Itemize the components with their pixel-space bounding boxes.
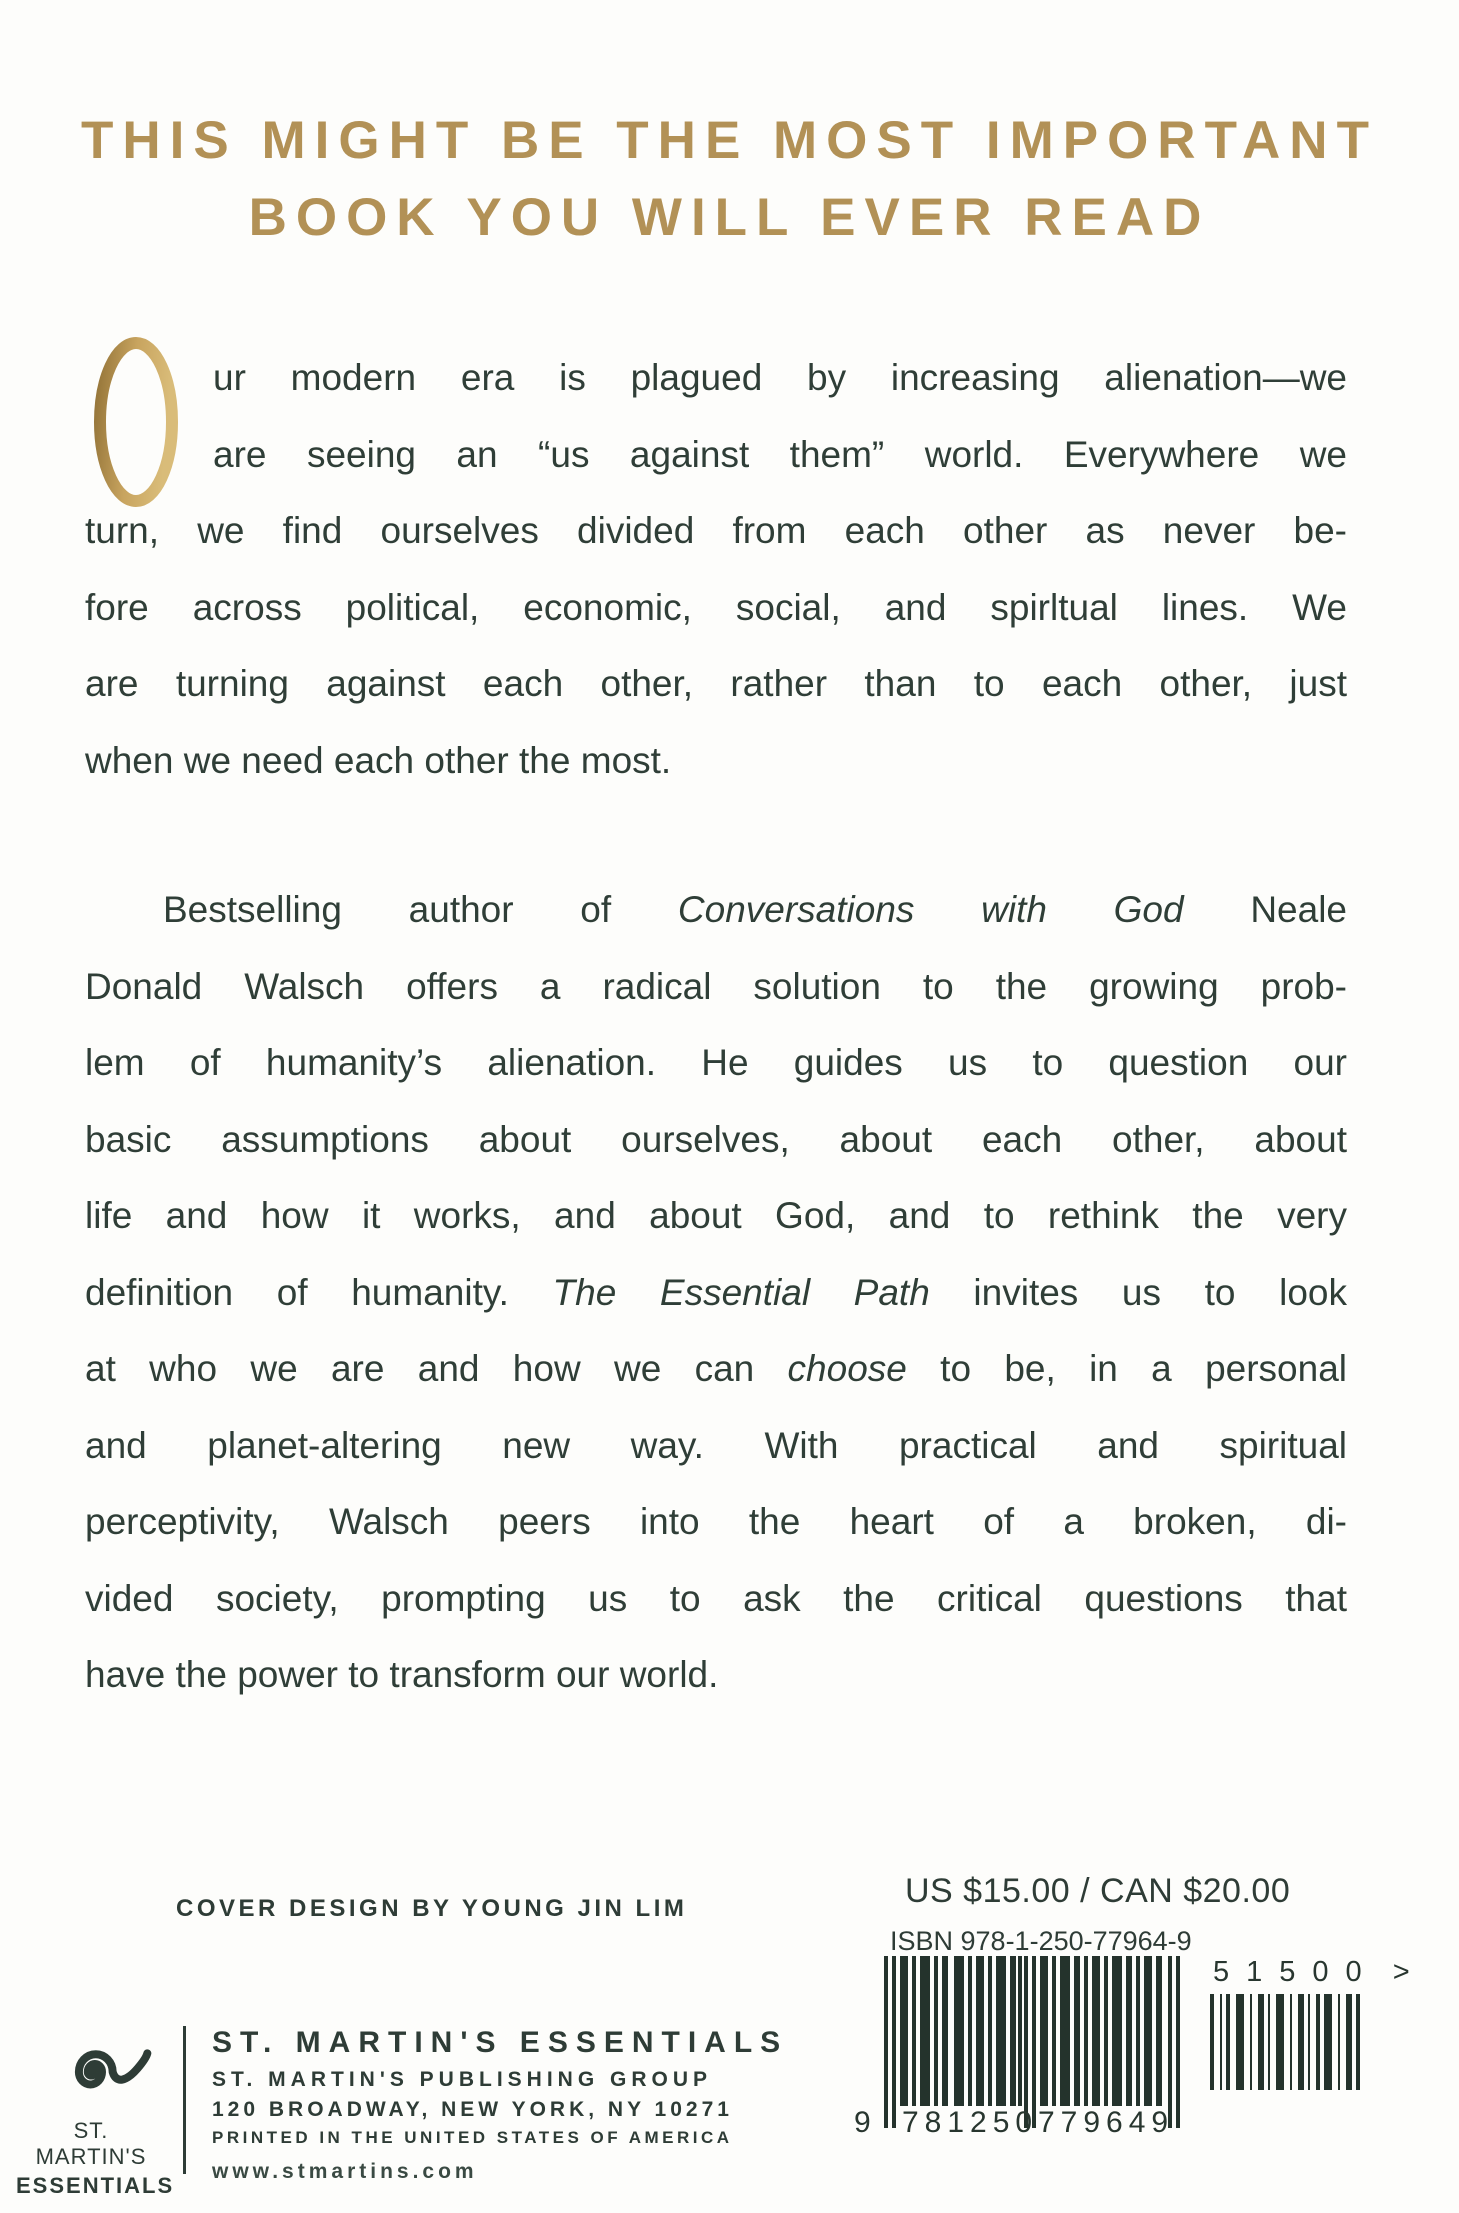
addon-arrow: > [1392,1956,1410,1988]
publisher-group: ST. MARTIN'S PUBLISHING GROUP [212,2068,713,2091]
paragraph-line: vided society, prompting us to ask the critical questions that [85,1577,1347,1619]
paragraph-line: basic assumptions about ourselves, about each other, about [85,1118,1347,1160]
paragraph-line: lem of humanity’s alienation. He guides us to question our [85,1042,1347,1083]
cover-design-credit: COVER DESIGN BY YOUNG JIN LIM [176,1895,688,1922]
ean-digit-group-2: 779649 [1038,2106,1175,2139]
paragraph-2 [85,872,1347,1714]
paragraph-1 [85,340,1347,799]
paragraph-line: life and how it works, and about God, and to rethink the very [85,1195,1347,1236]
publisher-printed-line: PRINTED IN THE UNITED STATES OF AMERICA [212,2128,733,2147]
addon-price-code: 51500 [1213,1956,1379,1988]
paragraph-line: turn, we find ourselves divided from each other as never be- [85,510,1347,551]
addon-barcode-icon [1210,1994,1362,2090]
paragraph-line: Donald Walsch offers a radical solution to the growing prob- [85,965,1347,1007]
ean-barcode-icon [884,1956,1190,2128]
paragraph-line: when we need each other the most. [85,739,672,781]
publisher-website: www.stmartins.com [212,2160,478,2183]
paragraph-line: Bestselling author of Conversations with God Neale [163,889,1347,930]
publisher-logo-text [16,2118,175,2199]
barcode-addon-code [1213,1956,1413,1989]
paragraph-line: are seeing an “us against them” world. Everywhere we [213,433,1347,475]
paragraph-line: are turning against each other, rather than to each other, just [85,663,1347,704]
vertical-divider [183,2026,186,2174]
paragraph-line: fore across political, economic, social, and spirltual lines. We [85,586,1347,628]
publisher-address: 120 BROADWAY, NEW YORK, NY 10271 [212,2098,733,2121]
publisher-imprint: ST. MARTIN'S ESSENTIALS [212,2026,789,2059]
paragraph-line: definition of humanity. The Essential Path invites us to look [85,1271,1347,1313]
headline [0,102,1459,256]
logo-imprint: ESSENTIALS [16,2173,175,2198]
logo-name: ST. MARTIN'S [35,2118,147,2169]
isbn-number: ISBN 978-1-250-77964-9 [890,1926,1192,1956]
headline-line-2: BOOK YOU WILL EVER READ [248,188,1211,247]
price-label: US $15.00 / CAN $20.00 [905,1872,1291,1910]
paragraph-line: at who we are and how we can choose to be, in a personal [85,1348,1347,1389]
paragraph-line: have the power to transform our world. [85,1654,719,1695]
paragraph-line: and planet-altering new way. With practical and spiritual [85,1424,1347,1466]
headline-line-1: THIS MIGHT BE THE MOST IMPORTANT [81,111,1378,170]
ean-digit-first: 9 [854,2106,877,2139]
ean-digit-group-1: 781250 [902,2106,1039,2139]
paragraph-line: ur modern era is plagued by increasing alienation—we [213,357,1347,398]
paragraph-line: perceptivity, Walsch peers into the heart of a broken, di- [85,1501,1347,1542]
spiral-logo-icon [38,2022,158,2122]
